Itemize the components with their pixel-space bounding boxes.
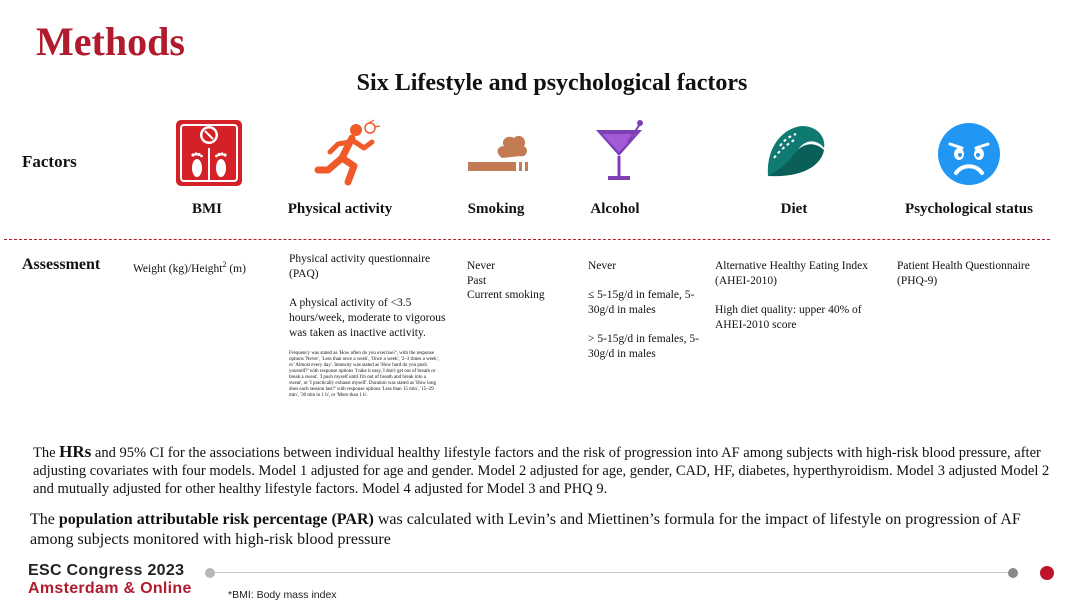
section-divider xyxy=(4,239,1050,240)
smoking-option: Past xyxy=(467,274,487,287)
bmi-footnote: *BMI: Body mass index xyxy=(228,589,337,601)
assessment-bmi xyxy=(133,257,278,277)
assessment-psych xyxy=(897,259,1047,303)
diet-quality: High diet quality: upper 40% of AHEI-2010 score xyxy=(715,304,862,331)
congress-name: ESC Congress 2023 xyxy=(28,562,185,579)
cigarette-icon xyxy=(464,118,534,188)
par-bold: population attributable risk percentage (PAR) xyxy=(58,511,374,528)
assessment-physical-activity xyxy=(289,252,449,399)
alcohol-moderate: ≤ 5-15g/d in female, 5-30g/d in males xyxy=(588,289,695,316)
factor-name-diet: Diet xyxy=(780,201,808,217)
hr-text: and 95% CI for the associations between individual healthy lifestyle factors and the risk of progression into AF among subjects with high-risk blood pressure, after adjusting covariates with four models. Model 1 adjusted for age and gender. Model 2 adjusted for age, gender, CAD, HF, diabetes, hyperthyroidism. Model 3 adjusted Model 2 and mutually adjusted for other healthy lifestyle factors. Model 4 adjusted for Model 3 and PHQ 9. xyxy=(33,445,1050,497)
hr-bold: HRs xyxy=(59,442,92,461)
bmi-formula-unit: (m) xyxy=(226,262,246,275)
section-subtitle: Six Lifestyle and psychological factors xyxy=(356,70,748,96)
cocktail-icon xyxy=(588,118,658,188)
page-title: Methods xyxy=(36,19,185,64)
paq-fine-print: Frequency was stated as 'How often do you exercise?', with the response options 'Never', 'Less than once a week', 'Once a week', '2–3 times a week', or 'Almost every day'. Intensity was stated as 'How hard do you push yourself?' with response options 'I take it easy, I don't get out of breath or break a sweat', 'I push myself until I'm out of breath and break into a sweat', or 'I practically exhaust myself'. Duration was stated as 'How long does each session last?' with response options 'Less than 15 min', '15–29 min', '30 min to 1 h', or 'More than 1 h'. xyxy=(289,351,439,398)
assessment-alcohol xyxy=(588,259,703,376)
footer-dot-mid xyxy=(1008,568,1018,578)
footer-dot-red xyxy=(1040,566,1054,580)
assessment-diet xyxy=(715,259,885,347)
factors-row-label: Factors xyxy=(22,152,77,171)
factor-name-psychological-status: Psychological status xyxy=(905,201,1033,217)
scale-icon xyxy=(174,118,244,188)
par-paragraph xyxy=(30,510,1040,550)
smoking-option: Never xyxy=(467,260,496,272)
footer-dots xyxy=(200,565,1060,581)
hr-pre: The xyxy=(33,445,60,461)
alcohol-never: Never xyxy=(588,260,617,272)
hr-paragraph xyxy=(33,443,1053,498)
alcohol-heavy: > 5-15g/d in females, 5-30g/d in males xyxy=(588,333,699,360)
factor-name-bmi: BMI xyxy=(192,201,222,217)
factor-name-alcohol: Alcohol xyxy=(590,201,640,217)
paq-threshold: A physical activity of <3.5 hours/week, moderate to vigorous was taken as inactive activity. xyxy=(289,297,446,339)
factor-name-smoking: Smoking xyxy=(467,201,525,217)
diet-index: Alternative Healthy Eating Index (AHEI-2010) xyxy=(715,260,868,287)
paq-name: Physical activity questionnaire (PAQ) xyxy=(289,253,431,280)
assessment-row-label: Assessment xyxy=(22,256,101,273)
par-text: was calculated with Levin’s and Miettinen’s formula for the impact of lifestyle on progression of AF among subjects monitored with high-risk blood pressure xyxy=(30,511,1021,548)
smoking-option: Current smoking xyxy=(467,289,545,301)
taco-icon xyxy=(760,118,830,188)
assessment-smoking xyxy=(467,259,577,303)
worried-face-icon xyxy=(934,118,1004,188)
bmi-formula-sup: 2 xyxy=(222,260,227,269)
footer-dot-left xyxy=(205,568,215,578)
factor-name-physical-activity: Physical activity xyxy=(287,201,393,217)
bmi-formula-text: Weight (kg)/Height xyxy=(133,262,223,275)
psych-questionnaire: Patient Health Questionnaire (PHQ-9) xyxy=(897,260,1030,287)
congress-location: Amsterdam & Online xyxy=(28,580,192,597)
par-pre: The xyxy=(30,511,59,528)
runner-icon xyxy=(312,118,382,188)
